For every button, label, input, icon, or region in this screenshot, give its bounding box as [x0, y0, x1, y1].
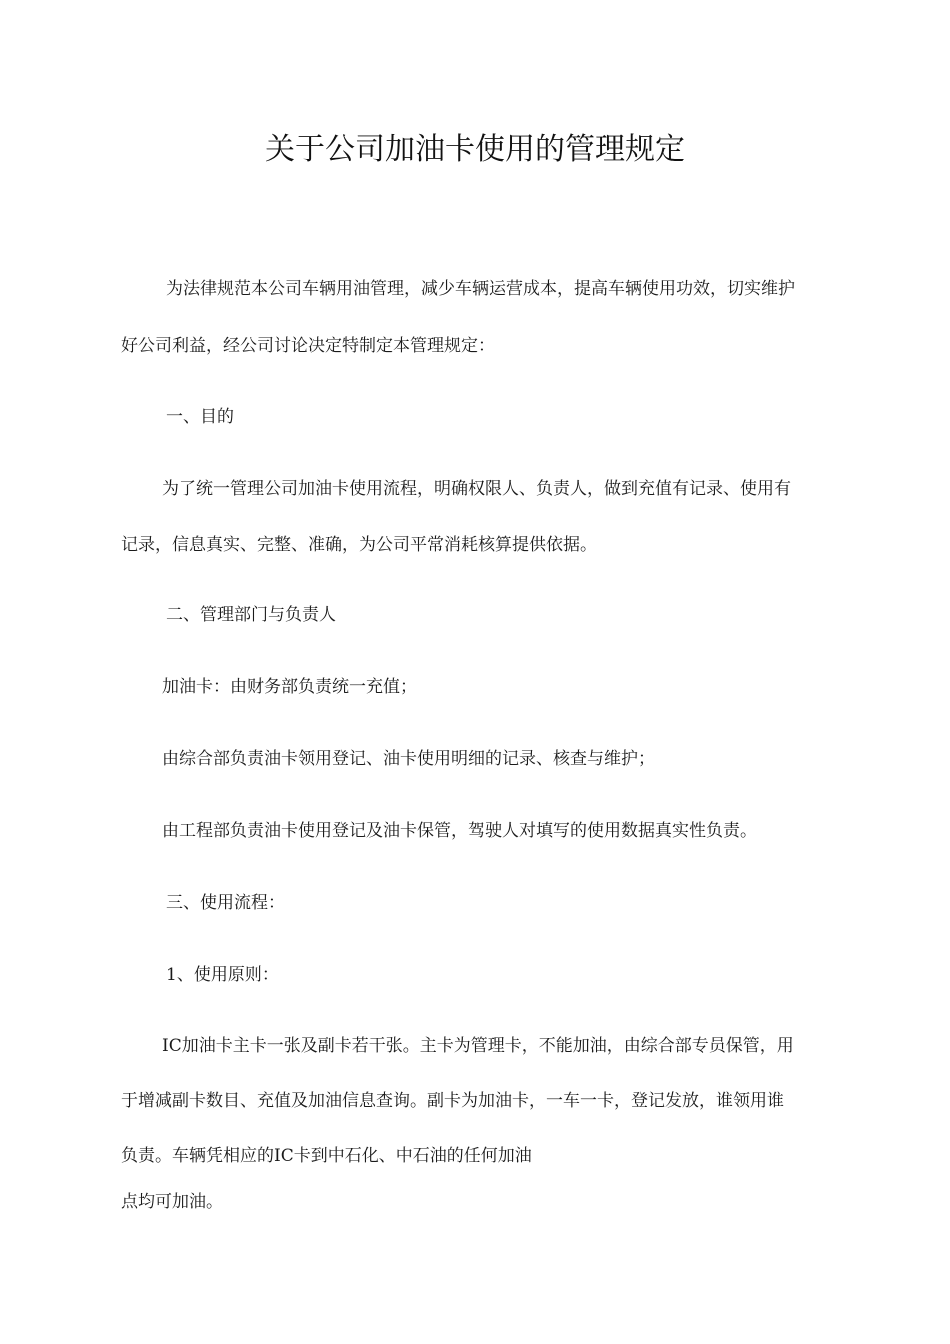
principles-paragraph-line-1: IC加油卡主卡一张及副卡若干张。主卡为管理卡，不能加油，由综合部专员保管，用: [162, 1036, 794, 1056]
subsection-heading-principles: 1、使用原则：: [166, 965, 279, 985]
section-heading-purpose: 一、目的: [166, 407, 234, 427]
purpose-paragraph-line-1: 为了统一管理公司加油卡使用流程，明确权限人、负责人，做到充值有记录、使用有: [162, 479, 791, 499]
principles-paragraph-line-2: 于增减副卡数目、充值及加油信息查询。副卡为加油卡，一车一卡，登记发放，谁领用谁: [121, 1091, 784, 1111]
section-heading-departments: 二、管理部门与负责人: [166, 605, 336, 625]
principles-paragraph-line-3: 负责。车辆凭相应的IC卡到中石化、中石油的任何加油: [121, 1146, 532, 1166]
department-item-finance: 加油卡：由财务部负责统一充值；: [162, 677, 417, 697]
purpose-paragraph-line-2: 记录，信息真实、完整、准确，为公司平常消耗核算提供依据。: [121, 535, 597, 555]
document-title: 关于公司加油卡使用的管理规定: [265, 132, 685, 167]
principles-paragraph-line-4: 点均可加油。: [121, 1192, 223, 1212]
department-item-general: 由综合部负责油卡领用登记、油卡使用明细的记录、核查与维护；: [162, 749, 655, 769]
intro-paragraph-line-2: 好公司利益，经公司讨论决定特制定本管理规定：: [121, 336, 495, 356]
section-heading-procedure: 三、使用流程：: [166, 893, 285, 913]
department-item-engineering: 由工程部负责油卡使用登记及油卡保管，驾驶人对填写的使用数据真实性负责。: [162, 821, 757, 841]
intro-paragraph-line-1: 为法律规范本公司车辆用油管理，减少车辆运营成本，提高车辆使用功效，切实维护: [166, 279, 795, 299]
